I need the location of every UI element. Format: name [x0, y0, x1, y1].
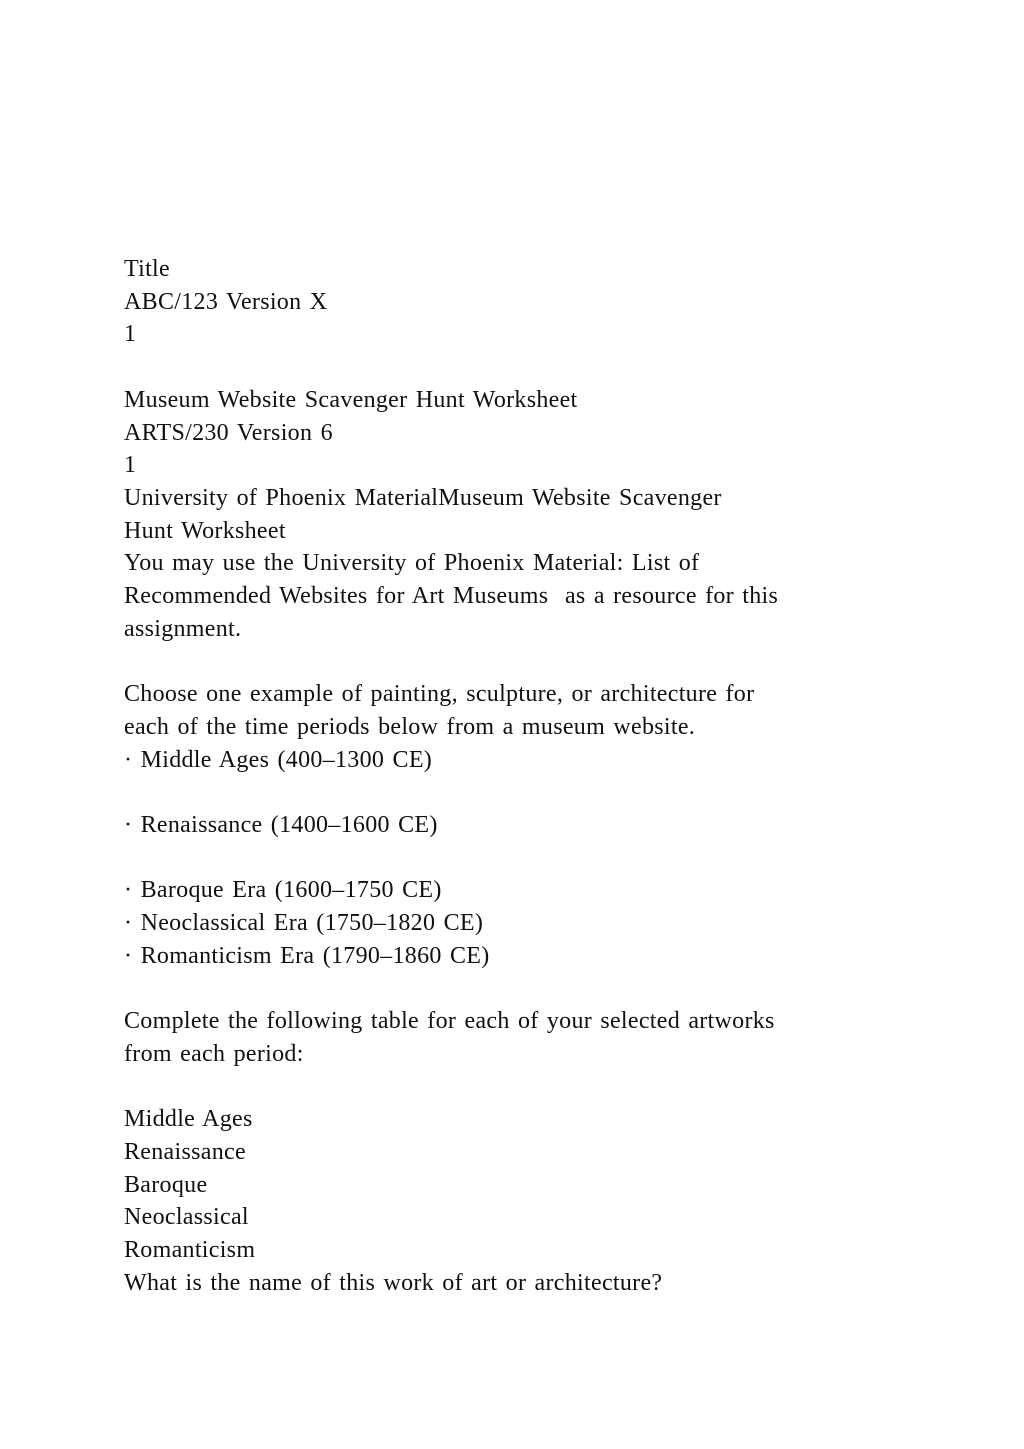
course-version: ABC/123 Version X [124, 288, 328, 315]
period-renaissance: · Renaissance (1400–1600 CE) [124, 811, 438, 838]
intro-line-3: You may use the University of Phoenix Material: List of [124, 550, 700, 577]
spacer [124, 776, 924, 809]
instructions-line-2: each of the time periods below from a museum website. [124, 713, 696, 740]
worksheet-course-version: ARTS/230 Version 6 [124, 419, 333, 446]
intro-line-2: Hunt Worksheet [124, 517, 286, 544]
intro-line-1: University of Phoenix MaterialMuseum Website Scavenger [124, 484, 722, 511]
page-number: 1 [124, 321, 137, 348]
table-header-romanticism: Romanticism [124, 1237, 256, 1263]
period-romanticism: · Romanticism Era (1790–1860 CE) [124, 942, 490, 969]
document-page [124, 253, 924, 1299]
instructions-line-1: Choose one example of painting, sculpture, or architecture for [124, 681, 755, 708]
worksheet-page-number: 1 [124, 452, 137, 479]
period-neoclassical: · Neoclassical Era (1750–1820 CE) [124, 910, 484, 936]
table-header-renaissance: Renaissance [124, 1138, 246, 1165]
table-header-baroque: Baroque [124, 1171, 208, 1198]
document-title: Title [124, 256, 170, 282]
spacer [124, 645, 924, 678]
question-artwork-name: What is the name of this work of art or architecture? [124, 1269, 663, 1296]
table-instructions-line-2: from each period: [124, 1040, 304, 1067]
spacer [124, 1071, 924, 1104]
spacer [124, 972, 924, 1005]
table-header-middle-ages: Middle Ages [124, 1106, 253, 1133]
table-header-neoclassical: Neoclassical [124, 1204, 249, 1231]
worksheet-title: Museum Website Scavenger Hunt Worksheet [124, 386, 578, 413]
period-baroque: · Baroque Era (1600–1750 CE) [124, 877, 442, 904]
intro-line-5: assignment. [124, 615, 242, 642]
spacer [124, 351, 924, 384]
table-instructions-line-1: Complete the following table for each of your selected artworks [124, 1008, 775, 1035]
period-middle-ages: · Middle Ages (400–1300 CE) [124, 746, 433, 773]
spacer [124, 842, 924, 875]
intro-line-4: Recommended Websites for Art Museums as a resource for this [124, 583, 779, 610]
